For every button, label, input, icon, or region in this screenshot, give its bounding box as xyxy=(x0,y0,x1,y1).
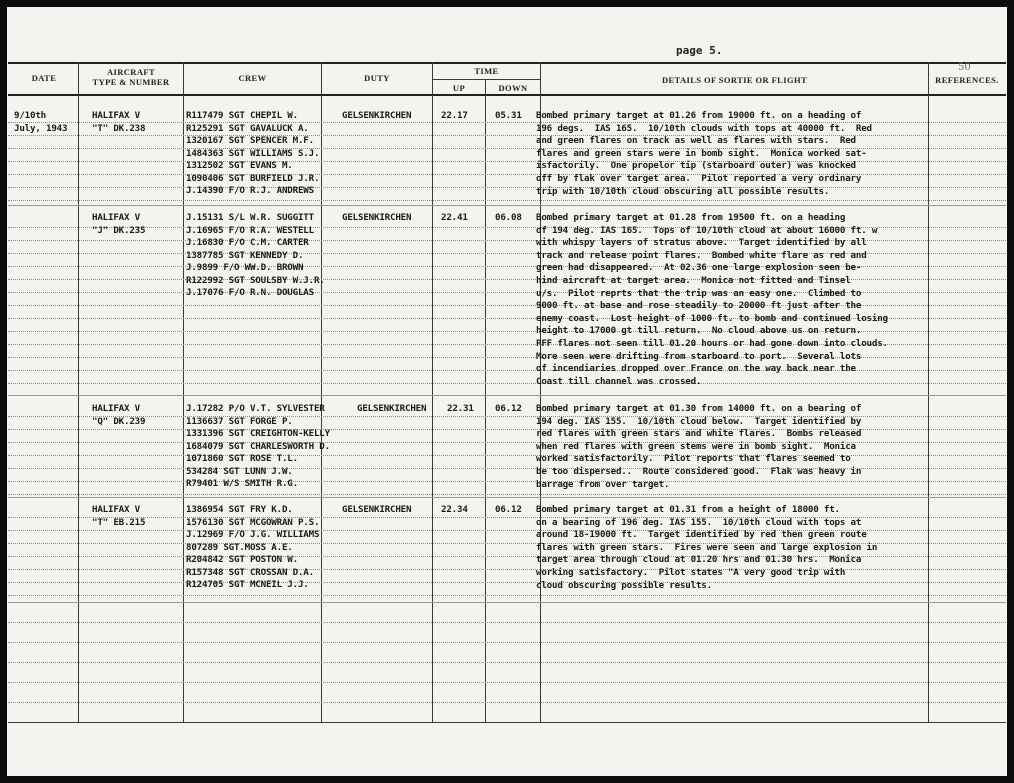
sortie-crew: J.15131 S/L W.R. SUGGITT J.16965 F/O R.A. WESTELL J.16830 F/O C.M. CARTER 1387785 SGT KENNEDY D. J.9899 F/O WW.D. BROWN R122992 SGT SOULSBY W.J.R. J.17076 F/O R.N. DOUGLAS xyxy=(186,212,325,298)
header-time-down: DOWN xyxy=(498,83,528,93)
sortie-time-down: 06.12 xyxy=(495,403,522,414)
sortie-time-down: 06.08 xyxy=(495,212,522,223)
page-number: page 5. xyxy=(676,44,723,57)
header-time-up: UP xyxy=(452,83,466,93)
header-date: DATE xyxy=(31,73,57,83)
header-time: TIME xyxy=(474,66,499,76)
sortie-time-up: 22.31 xyxy=(447,403,474,414)
header-bottom-rule xyxy=(8,94,1006,96)
sortie-crew: 1386954 SGT FRY K.D. 1576130 SGT MCGOWRAN P.S. J.12969 F/O J.G. WILLIAMS 807289 SGT.MOSS A.E. R204842 SGT POSTON W. R157348 SGT CROSSAN D.A. R124705 SGT MCNEIL J.J. xyxy=(186,504,320,590)
header-crew: CREW xyxy=(238,73,267,83)
sortie-aircraft: HALIFAX V "Q" DK.239 xyxy=(92,403,146,427)
sortie-time-up: 22.41 xyxy=(441,212,468,223)
sortie-duty: GELSENKIRCHEN xyxy=(342,504,412,515)
sortie-crew: R117479 SGT CHEPIL W. R125291 SGT GAVALUCK A. 1320167 SGT SPENCER M.F. 1484363 SGT WILLIAMS S.J. 1312502 SGT EVANS M. 1090406 SGT BURFIELD J.R. J.14390 F/O R.J. ANDREWS xyxy=(186,110,320,196)
header-references: REFERENCES. xyxy=(935,75,999,85)
sortie-details: Bombed primary target at 01.28 from 19500 ft. on a heading of 194 deg. IAS 165. Tops of 10/10th cloud at about 16000 ft. w with whispy layers of stratus above. Target identified by all track and release point flares. Bombed white flare as red and green had disappeared. At 02.36 one large explosion seen be- hind aircraft at target area. Monica not fitted and Tinsel u/s. Pilot reprts that the trip was an easy one. Climbed to 9000 ft. at base and rose steadily to 20000 ft just after the enemy coast. Lost height of 1000 ft. to bomb and continued losing height to 17000 gt till return. No cloud above us on return. PFF flares not seen till 01.20 hours or had gone down into clouds. More seen were drifting from starboard to port. Several lots of incendiaries dropped over France on the way back near the Coast till channel was crossed. xyxy=(536,212,888,387)
sortie-crew: J.17282 P/O V.T. SYLVESTER 1136637 SGT FORGE P. 1331396 SGT CREIGHTON-KELLY 1684079 SGT CHARLESWORTH D. 1071860 SGT ROSE T.L. 534284 SGT LUNN J.W. R79401 W/S SMITH R.G. xyxy=(186,403,330,489)
sortie-time-down: 06.12 xyxy=(495,504,522,515)
sortie-time-down: 05.31 xyxy=(495,110,522,121)
sortie-duty: GELSENKIRCHEN xyxy=(342,212,412,223)
header-top-rule xyxy=(8,62,1006,64)
header-duty: DUTY xyxy=(364,73,390,83)
sortie-details: Bombed primary target at 01.26 from 19000 ft. on a heading of 196 degs. IAS 165. 10/10th clouds with tops at 40000 ft. Red and green flares on track as well as flares with stars. Red flares and green stars were in bomb sight. Monica worked sat- isfactorily. One propelor tip (starboard outer) was knocked off by flak over target area. Pilot reported a very ordinary trip with 10/10th cloud obscuring all possible results. xyxy=(536,110,872,197)
sortie-time-up: 22.34 xyxy=(441,504,468,515)
sortie-aircraft: HALIFAX V "J" DK.235 xyxy=(92,212,146,236)
sortie-date: 9/10th July, 1943 xyxy=(14,110,68,134)
sortie-aircraft: HALIFAX V "T" EB.215 xyxy=(92,504,146,528)
sortie-details: Bombed primary target at 01.30 from 14000 ft. on a bearing of 194 deg. IAS 155. 10/10th cloud below. Target identified by red flares with green stars and white flares. Bombs released when red flares with green stems were in bomb sight. Monica worked satisfactorily. Pilot reports that flares seemed to be too dispersed.. Route considered good. Flak was heavy in barrage from over target. xyxy=(536,403,862,490)
sortie-duty: GELSENKIRCHEN xyxy=(357,403,427,414)
sortie-time-up: 22.17 xyxy=(441,110,468,121)
sortie-aircraft: HALIFAX V "T" DK.238 xyxy=(92,110,146,134)
sortie-duty: GELSENKIRCHEN xyxy=(342,110,412,121)
sortie-details: Bombed primary target at 01.31 from a height of 18000 ft. on a bearing of 196 deg. IAS 155. 10/10th cloud with tops at around 18-19000 ft. Target identified by red then green route flares with green stars. Fires were seen and large explosion in target area through cloud at 01.20 hrs and 01.30 hrs. Monica working satisfactory. Pilot states "A very good trip with cloud obscuring possible results. xyxy=(536,504,878,591)
time-subheader-rule xyxy=(432,79,540,80)
header-details: DETAILS OF SORTIE OR FLIGHT xyxy=(661,75,808,85)
margin-pencil-note: 50 xyxy=(958,62,971,73)
col-divider-up xyxy=(485,79,486,722)
header-aircraft: AIRCRAFT TYPE & NUMBER xyxy=(92,67,170,87)
